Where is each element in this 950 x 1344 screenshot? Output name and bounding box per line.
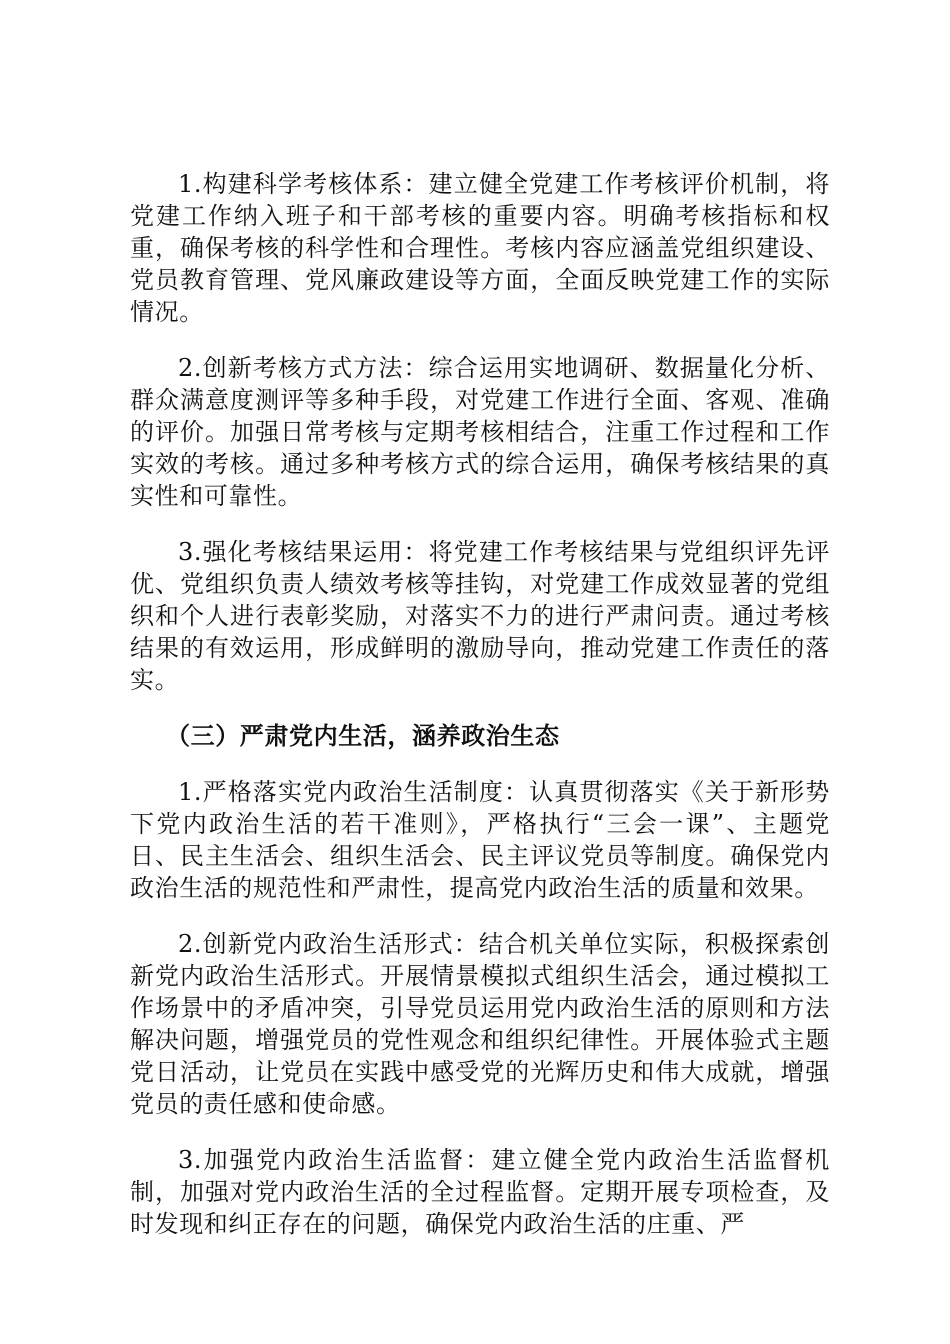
paragraph-political-life-supervision: 3.加强党内政治生活监督：建立健全党内政治生活监督机制，加强对党内政治生活的全过程监督。定期开展专项检查，及时发现和纠正存在的问题，确保党内政治生活的庄重、严 xyxy=(130,1146,830,1238)
section-heading: （三）严肃党内生活，涵养政治生态 xyxy=(166,722,560,750)
paragraph-political-life-system: 1.严格落实党内政治生活制度：认真贯彻落实《关于新形势下党内政治生活的若干准则》，严格执行“三会一课”、主题党日、民主生活会、组织生活会、民主评议党员等制度。确保党内政治生活的规范性和严肃性，提高党内政治生活的质量和效果。 xyxy=(130,778,830,902)
paragraph-assessment-methods: 2.创新考核方式方法：综合运用实地调研、数据量化分析、群众满意度测评等多种手段，对党建工作进行全面、客观、准确的评价。加强日常考核与定期考核相结合，注重工作过程和工作实效的考核。通过多种考核方式的综合运用，确保考核结果的真实性和可靠性。 xyxy=(130,354,830,510)
paragraph-political-life-forms: 2.创新党内政治生活形式：结合机关单位实际，积极探索创新党内政治生活形式。开展情景模拟式组织生活会，通过模拟工作场景中的矛盾冲突，引导党员运用党内政治生活的原则和方法解决问题，增强党员的党性观念和组织纪律性。开展体验式主题党日活动，让党员在实践中感受党的光辉历史和伟大成就，增强党员的责任感和使命感。 xyxy=(130,930,830,1118)
paragraph-assessment-results: 3.强化考核结果运用：将党建工作考核结果与党组织评先评优、党组织负责人绩效考核等挂钩，对党建工作成效显著的党组织和个人进行表彰奖励，对落实不力的进行严肃问责。通过考核结果的有效运用，形成鲜明的激励导向，推动党建工作责任的落实。 xyxy=(130,538,830,694)
document-body xyxy=(130,168,830,1264)
paragraph-assessment-system: 1.构建科学考核体系：建立健全党建工作考核评价机制，将党建工作纳入班子和干部考核的重要内容。明确考核指标和权重，确保考核的科学性和合理性。考核内容应涵盖党组织建设、党员教育管理、党风廉政建设等方面，全面反映党建工作的实际情况。 xyxy=(130,170,830,326)
